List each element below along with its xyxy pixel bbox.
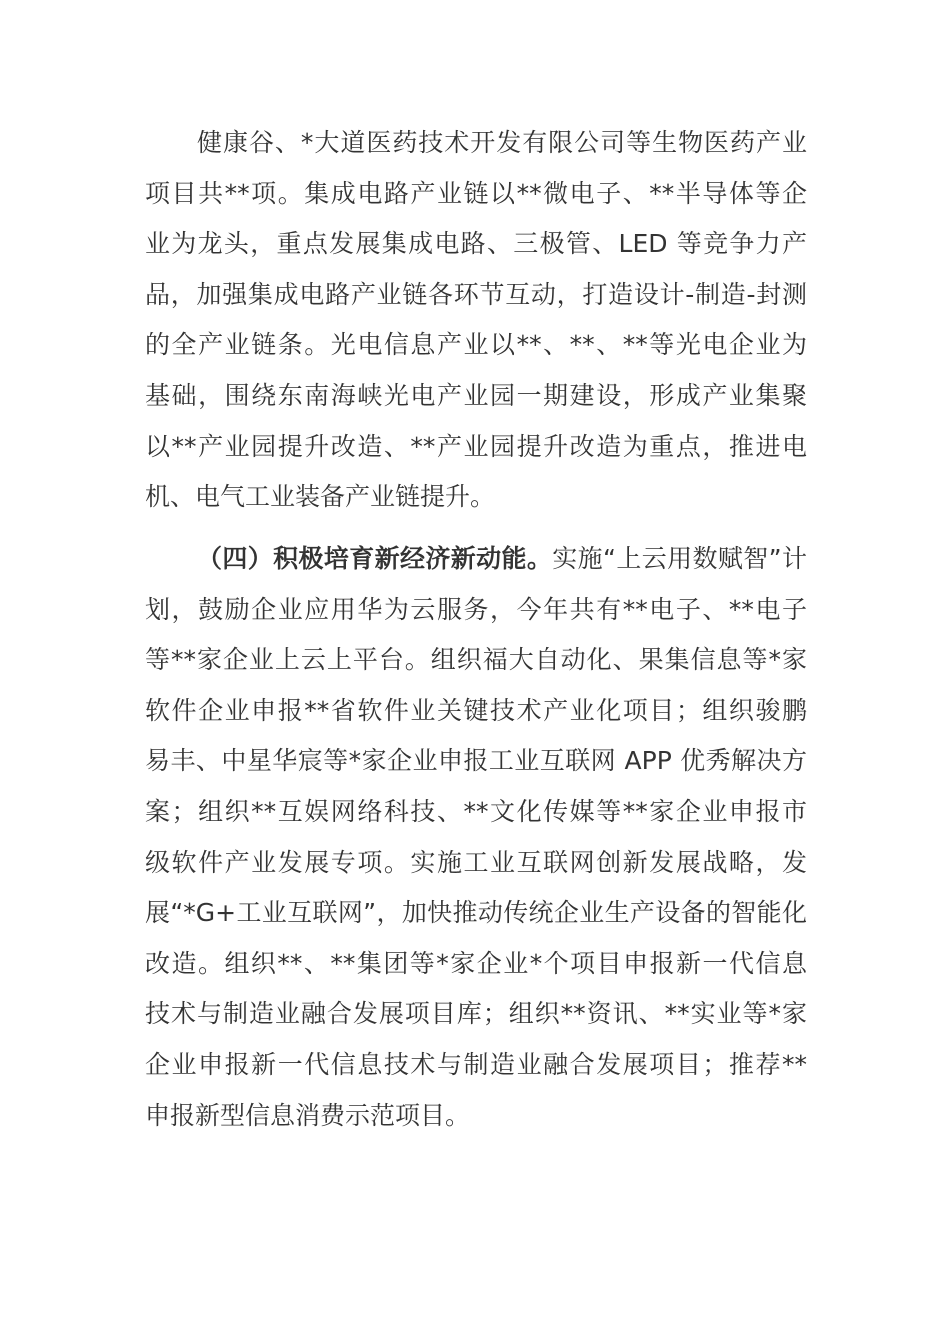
text-line: 等**家企业上云上平台。组织福大自动化、果集信息等*家: [145, 645, 807, 675]
section-heading: （四）积极培育新经济新动能。: [197, 544, 553, 573]
paragraph-new-economy: [145, 534, 807, 1141]
text-line: 级软件产业发展专项。实施工业互联网创新发展战略，发: [145, 847, 807, 877]
text-line: 软件企业申报**省软件业关键技术产业化项目；组织骏鹏: [145, 695, 807, 725]
text-line: 改造。组织**、**集团等*家企业*个项目申报新一代信息: [145, 948, 807, 978]
text-line: 技术与制造业融合发展项目库；组织**资讯、**实业等*家: [145, 999, 807, 1029]
text-line: [145, 534, 807, 585]
text-line: 业为龙头，重点发展集成电路、三极管、LED 等竞争力产: [145, 229, 807, 259]
paragraph-industry-chains: [145, 118, 807, 523]
text-span: 实施“上云用数赋智”计: [552, 544, 807, 573]
text-line: 案；组织**互娱网络科技、**文化传媒等**家企业申报市: [145, 796, 807, 826]
text-line: 基础，围绕东南海峡光电产业园一期建设，形成产业集聚: [145, 380, 807, 410]
text-line: 项目共**项。集成电路产业链以**微电子、**半导体等企: [145, 178, 807, 208]
text-line: 展“*G+工业互联网”，加快推动传统企业生产设备的智能化: [145, 898, 807, 928]
text-line: 申报新型信息消费示范项目。: [145, 1100, 471, 1130]
text-line: 的全产业链条。光电信息产业以**、**、**等光电企业为: [145, 330, 807, 360]
text-line: 机、电气工业装备产业链提升。: [145, 482, 496, 512]
text-line: 健康谷、*大道医药技术开发有限公司等生物医药产业: [197, 128, 807, 157]
text-line: 易丰、中星华宸等*家企业申报工业互联网 APP 优秀解决方: [145, 746, 807, 776]
text-line: 以**产业园提升改造、**产业园提升改造为重点，推进电: [145, 431, 807, 461]
text-line: 划，鼓励企业应用华为云服务，今年共有**电子、**电子: [145, 594, 807, 624]
text-line: 品，加强集成电路产业链各环节互动，打造设计-制造-封测: [145, 279, 807, 309]
text-line: 企业申报新一代信息技术与制造业融合发展项目；推荐**: [145, 1049, 807, 1079]
